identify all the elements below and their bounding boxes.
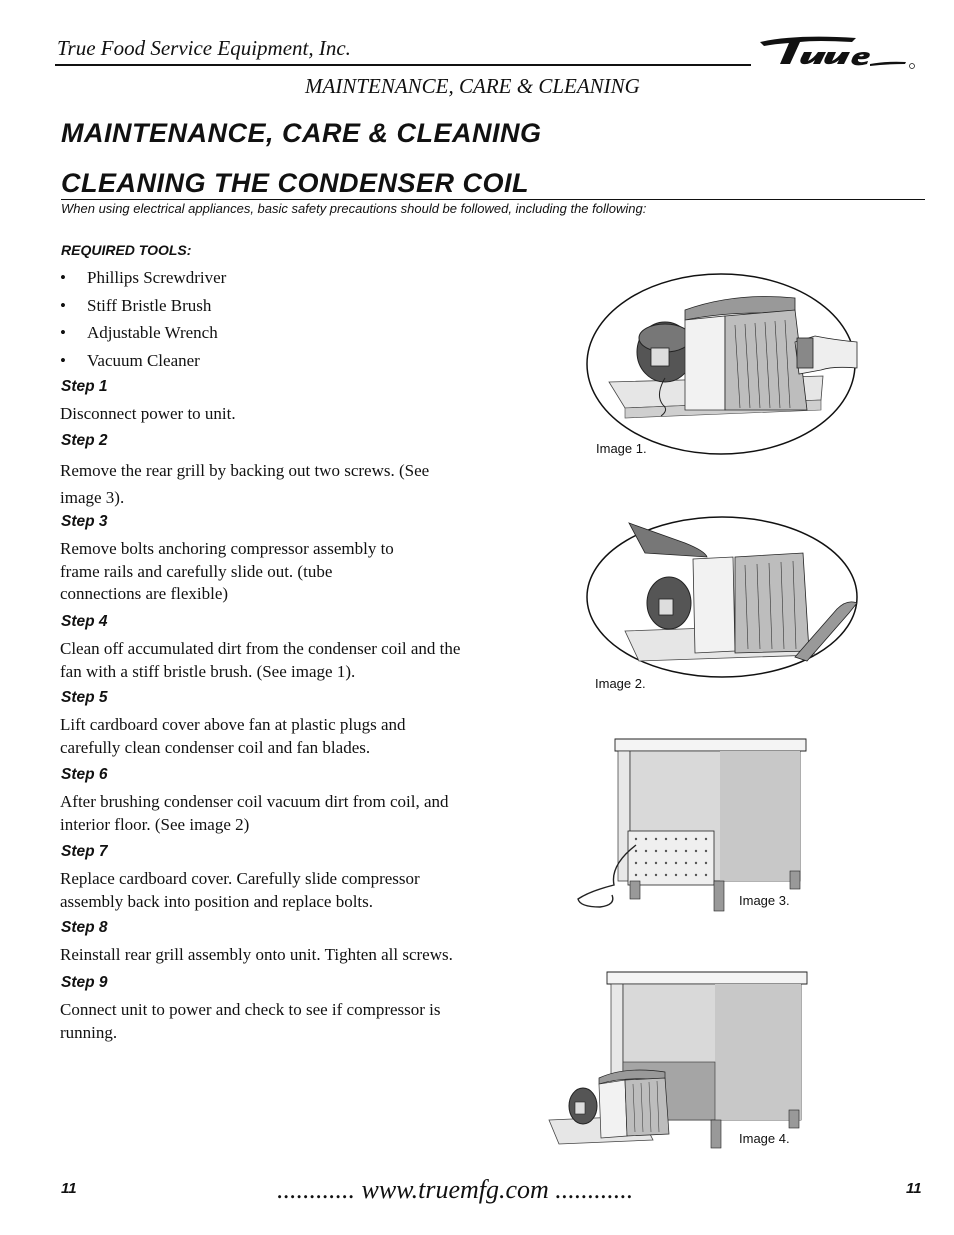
page-number-right: 11	[906, 1180, 922, 1197]
main-heading: MAINTENANCE, CARE & CLEANING	[61, 118, 542, 148]
image-4-compressor-removed	[545, 970, 815, 1155]
bullet: •	[60, 323, 66, 342]
page-number-left: 11	[61, 1180, 77, 1197]
image-1-condenser-brush	[585, 270, 860, 465]
step-6-label: Step 6	[61, 766, 108, 783]
step-3-text: Remove bolts anchoring compressor assembly to frame rails and carefully slide out. (tube connections are flexible)	[60, 539, 394, 603]
step-4-label: Step 4	[61, 613, 108, 630]
list-item	[60, 349, 226, 377]
step-5-label: Step 5	[61, 689, 108, 706]
step-5-text: Lift cardboard cover above fan at plastic plugs and carefully clean condenser coil and fan blades.	[60, 715, 406, 757]
tool-name: Adjustable Wrench	[87, 323, 218, 342]
company-name: True Food Service Equipment, Inc.	[57, 36, 351, 60]
heading-rule	[61, 199, 925, 200]
step-9-label: Step 9	[61, 974, 108, 991]
list-item	[60, 321, 226, 349]
step-7-text: Replace cardboard cover. Carefully slide compressor assembly back into position and replace bolts.	[60, 869, 420, 911]
safety-intro: When using electrical appliances, basic safety precautions should be followed, including the following:	[61, 201, 647, 216]
step-6-text: After brushing condenser coil vacuum dirt from coil, and interior floor. (See image 2)	[60, 792, 449, 834]
true-logo-icon	[756, 28, 921, 72]
required-tools-heading: REQUIRED TOOLS:	[61, 242, 192, 258]
step-3-label: Step 3	[61, 513, 108, 530]
step-8-text: Reinstall rear grill assembly onto unit. Tighten all screws.	[60, 945, 453, 964]
bullet: •	[60, 350, 66, 370]
image-4-caption: Image 4.	[739, 1131, 790, 1146]
step-4-text: Clean off accumulated dirt from the condenser coil and the fan with a stiff bristle brush. (See image 1).	[60, 639, 461, 681]
step-1-label: Step 1	[61, 378, 108, 395]
image-3-caption: Image 3.	[739, 893, 790, 908]
list-item	[60, 266, 226, 294]
header-rule	[55, 64, 751, 66]
image-3-rear-grill	[570, 735, 820, 915]
step-2-label: Step 2	[61, 432, 108, 449]
tools-list	[60, 266, 226, 376]
bullet: •	[60, 268, 66, 287]
sub-heading: CLEANING THE CONDENSER COIL	[61, 168, 530, 198]
step-2-text: Remove the rear grill by backing out two screws. (See image 3).	[60, 461, 430, 507]
section-title: MAINTENANCE, CARE & CLEANING	[305, 74, 640, 98]
image-2-condenser-vacuum	[585, 513, 860, 698]
step-1-text: Disconnect power to unit.	[60, 404, 236, 423]
website-footer: ............ www.truemfg.com ............	[277, 1175, 634, 1204]
step-7-label: Step 7	[61, 843, 108, 860]
image-2-caption: Image 2.	[595, 676, 646, 691]
bullet: •	[60, 295, 66, 315]
list-item	[60, 294, 226, 322]
tool-name: Stiff Bristle Brush	[87, 295, 212, 315]
step-9-text: Connect unit to power and check to see if compressor is running.	[60, 1000, 441, 1042]
tool-name: Vacuum Cleaner	[87, 350, 200, 370]
tool-name: Phillips Screwdriver	[87, 268, 227, 287]
image-1-caption: Image 1.	[596, 441, 647, 456]
step-8-label: Step 8	[61, 919, 108, 936]
